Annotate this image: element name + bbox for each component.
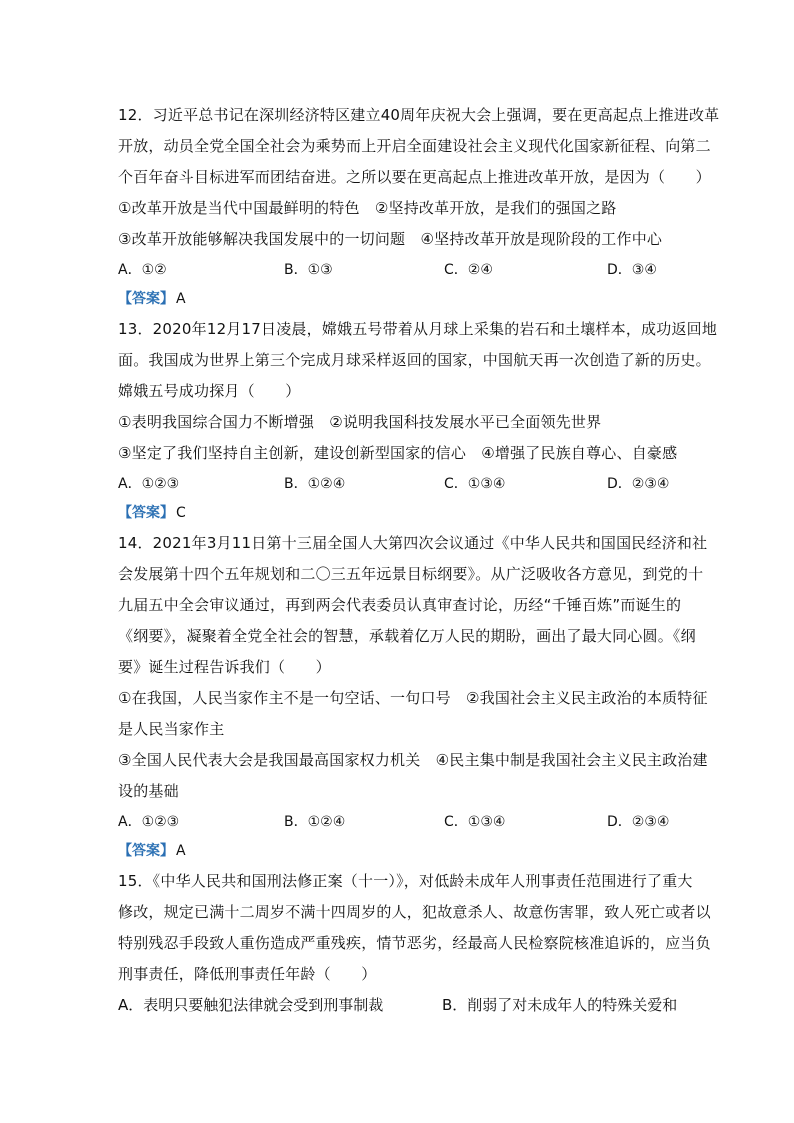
question-text-line: 要》诞生过程告诉我们（ ） <box>118 658 331 676</box>
statement-line: ①在我国，人民当家作主不是一句空话、一句口号 ②我国社会主义民主政治的本质特征 <box>118 689 708 707</box>
question-14 <box>118 528 708 866</box>
question-text-line: 特别残忍手段致人重伤造成严重残疾，情节恶劣，经最高人民检察院核准追诉的，应当负 <box>118 934 711 952</box>
statement-line: ③坚定了我们坚持自主创新，建设创新型国家的信心 ④增强了民族自尊心、自豪感 <box>118 444 678 462</box>
option-a: A．①②③ <box>118 476 180 492</box>
answer-line <box>118 286 678 314</box>
question-text-line: 13．2020年12月17日凌晨，嫦娥五号带着从月球上采集的岩石和土壤样本，成功返回地 <box>118 320 718 338</box>
statement-line: ③全国人民代表大会是我国最高国家权力机关 ④民主集中制是我国社会主义民主政治建 <box>118 751 708 769</box>
question-text-line: 14．2021年3月11日第十三届全国人大第四次会议通过《中华人民共和国国民经济和社 <box>118 534 708 552</box>
option-b: B．①②④ <box>284 814 346 830</box>
question-list <box>118 100 720 1021</box>
answer-label: 【答案】 <box>118 291 174 307</box>
option-a: A．①② <box>118 262 167 278</box>
question-13 <box>118 314 718 528</box>
answer-line <box>118 838 678 866</box>
answer-line <box>118 500 678 528</box>
option-b: B．①②④ <box>284 476 346 492</box>
question-text-line: 刑事责任，降低刑事责任年龄（ ） <box>118 965 377 983</box>
option-d: D．②③④ <box>607 814 670 830</box>
option-c: C．①③④ <box>444 814 506 830</box>
answer-value: A <box>176 291 186 307</box>
question-text-line: 嫦娥五号成功探月（ ） <box>118 382 301 400</box>
question-text-line: 九届五中全会审议通过，再到两会代表委员认真审查讨论，历经“千锤百炼”而诞生的 <box>118 596 682 614</box>
option-d: D．③④ <box>607 262 657 278</box>
option-b: B．削弱了对未成年人的特殊关爱和 <box>442 996 678 1014</box>
answer-value: A <box>176 843 186 859</box>
question-text-line: 个百年奋斗目标进军而团结奋进。之所以要在更高起点上推进改革开放，是因为（ ） <box>118 168 711 186</box>
question-text-line: 12．习近平总书记在深圳经济特区建立40周年庆祝大会上强调，要在更高起点上推进改革 <box>118 106 720 124</box>
statement-line: 设的基础 <box>118 782 179 800</box>
question-text-line: 15．《中华人民共和国刑法修正案（十一）》，对低龄未成年人刑事责任范围进行了重大 <box>118 872 693 890</box>
answer-options <box>118 469 678 500</box>
question-text-line: 会发展第十四个五年规划和二〇三五年远景目标纲要》。从广泛吸收各方意见，到党的十 <box>118 565 704 583</box>
option-a: A．①②③ <box>118 814 180 830</box>
option-a: A．表明只要触犯法律就会受到刑事制裁 <box>118 996 384 1014</box>
statement-line: 是人民当家作主 <box>118 720 225 738</box>
answer-value: C <box>176 505 186 521</box>
question-text-line: 修改，规定已满十二周岁不满十四周岁的人，犯故意杀人、故意伤害罪，致人死亡或者以 <box>118 903 711 921</box>
statement-line: ①表明我国综合国力不断增强 ②说明我国科技发展水平已全面领先世界 <box>118 413 602 431</box>
option-c: C．①③④ <box>444 476 506 492</box>
option-d: D．②③④ <box>607 476 670 492</box>
answer-label: 【答案】 <box>118 843 174 859</box>
question-15 <box>118 866 711 1021</box>
answer-options <box>118 990 678 1021</box>
option-b: B．①③ <box>284 262 333 278</box>
statement-line: ①改革开放是当代中国最鲜明的特色 ②坚持改革开放，是我们的强国之路 <box>118 199 617 217</box>
statement-line: ③改革开放能够解决我国发展中的一切问题 ④坚持改革开放是现阶段的工作中心 <box>118 230 663 248</box>
question-12 <box>118 100 720 314</box>
question-text-line: 《纲要》，凝聚着全党全社会的智慧，承载着亿万人民的期盼，画出了最大同心圆。《纲 <box>118 627 696 645</box>
question-text-line: 开放，动员全党全国全社会为乘势而上开启全面建设社会主义现代化国家新征程、向第二 <box>118 137 711 155</box>
answer-options <box>118 807 678 838</box>
answer-options <box>118 255 678 286</box>
question-text-line: 面。我国成为世界上第三个完成月球采样返回的国家，中国航天再一次创造了新的历史。 <box>118 351 711 369</box>
option-c: C．②④ <box>444 262 493 278</box>
answer-label: 【答案】 <box>118 505 174 521</box>
